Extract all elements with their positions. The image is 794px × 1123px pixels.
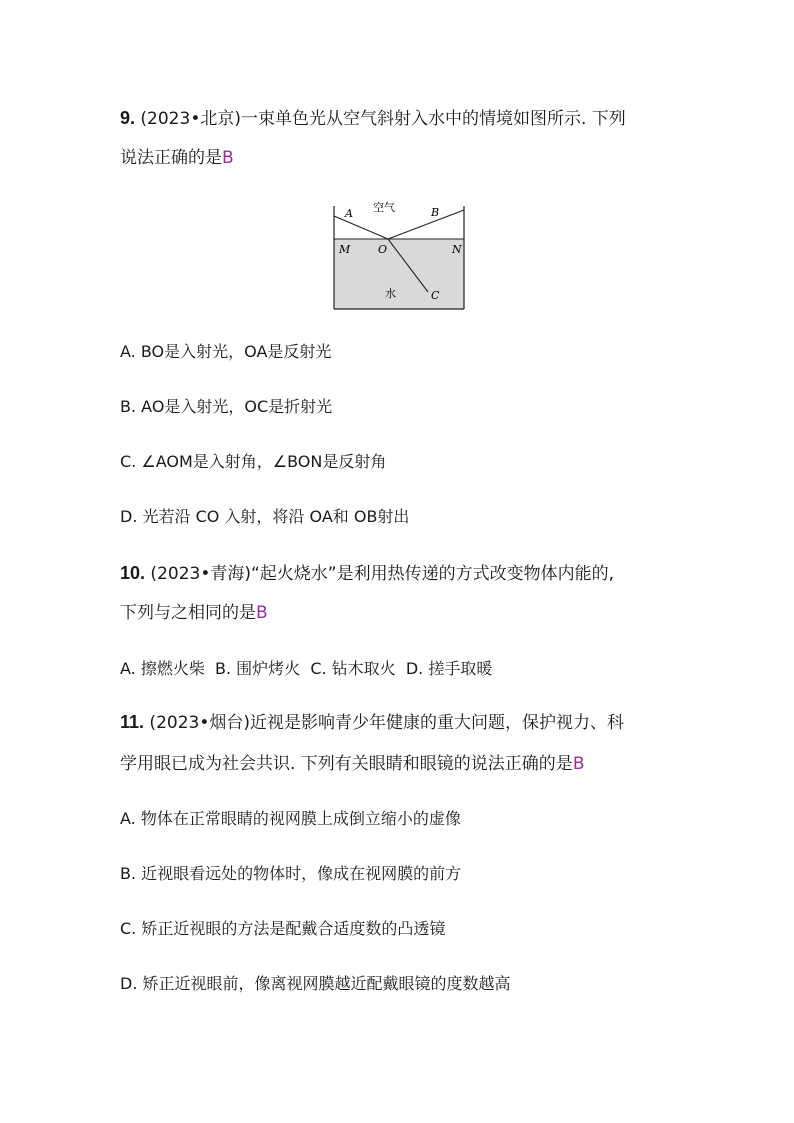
label-N: N bbox=[452, 243, 462, 256]
q10-stem-text-2: 下列与之相同的是 bbox=[120, 603, 256, 623]
q10-options: A. 擦燃火柴 B. 围炉烤火 C. 钻木取火 D. 搓手取暖 bbox=[120, 659, 493, 678]
label-water: 水 bbox=[385, 287, 396, 300]
q11-stem-text-2: 学用眼已成为社会共识. 下列有关眼睛和眼镜的说法正确的是 bbox=[120, 754, 573, 774]
ray-AO bbox=[334, 216, 388, 239]
q11-stem-line-2 bbox=[120, 752, 584, 776]
q11-answer: B bbox=[572, 754, 585, 774]
q9-stem-text-1: (2023•北京)一束单色光从空气斜射入水中的情境如图所示. 下列 bbox=[135, 109, 626, 129]
q10-answer: B bbox=[256, 603, 268, 623]
q9-stem-line-1 bbox=[120, 106, 626, 131]
q9-stem-line-2 bbox=[120, 146, 234, 170]
label-M: M bbox=[339, 243, 351, 256]
label-A: A bbox=[345, 207, 353, 220]
q11-option-b: B. 近视眼看远处的物体时，像成在视网膜的前方 bbox=[120, 864, 462, 883]
q9-option-d: D. 光若沿 CO 入射，将沿 OA和 OB射出 bbox=[120, 507, 410, 526]
q9-option-c: C. ∠AOM是入射角，∠BON是反射角 bbox=[120, 452, 387, 471]
q10-stem-line-1 bbox=[120, 561, 614, 586]
q9-number: 9. bbox=[120, 108, 136, 128]
q9-stem-text-2: 说法正确的是 bbox=[120, 148, 222, 168]
label-O: O bbox=[378, 243, 388, 256]
refraction-diagram bbox=[330, 198, 470, 313]
water-region bbox=[334, 239, 464, 309]
label-B: B bbox=[431, 206, 440, 219]
q10-stem-line-2 bbox=[120, 601, 268, 625]
q11-option-d: D. 矫正近视眼前，像离视网膜越近配戴眼镜的度数越高 bbox=[120, 974, 511, 993]
label-air: 空气 bbox=[373, 201, 395, 214]
label-C: C bbox=[431, 289, 440, 302]
q11-option-c: C. 矫正近视眼的方法是配戴合适度数的凸透镜 bbox=[120, 919, 446, 938]
q9-option-a: A. BO是入射光，OA是反射光 bbox=[120, 342, 332, 361]
q9-option-b: B. AO是入射光，OC是折射光 bbox=[120, 397, 333, 416]
q11-stem-text-1: (2023•烟台)近视是影响青少年健康的重大问题，保护视力、科 bbox=[144, 713, 624, 733]
q10-stem-text-1: (2023•青海)“起火烧水”是利用热传递的方式改变物体内能的, bbox=[145, 564, 615, 584]
q9-answer: B bbox=[222, 148, 234, 168]
q10-number: 10. bbox=[120, 563, 146, 583]
ray-OB bbox=[388, 210, 464, 239]
q11-option-a: A. 物体在正常眼睛的视网膜上成倒立缩小的虚像 bbox=[120, 809, 461, 828]
q11-number: 11. bbox=[120, 712, 145, 732]
q11-stem-line-1 bbox=[120, 710, 624, 735]
